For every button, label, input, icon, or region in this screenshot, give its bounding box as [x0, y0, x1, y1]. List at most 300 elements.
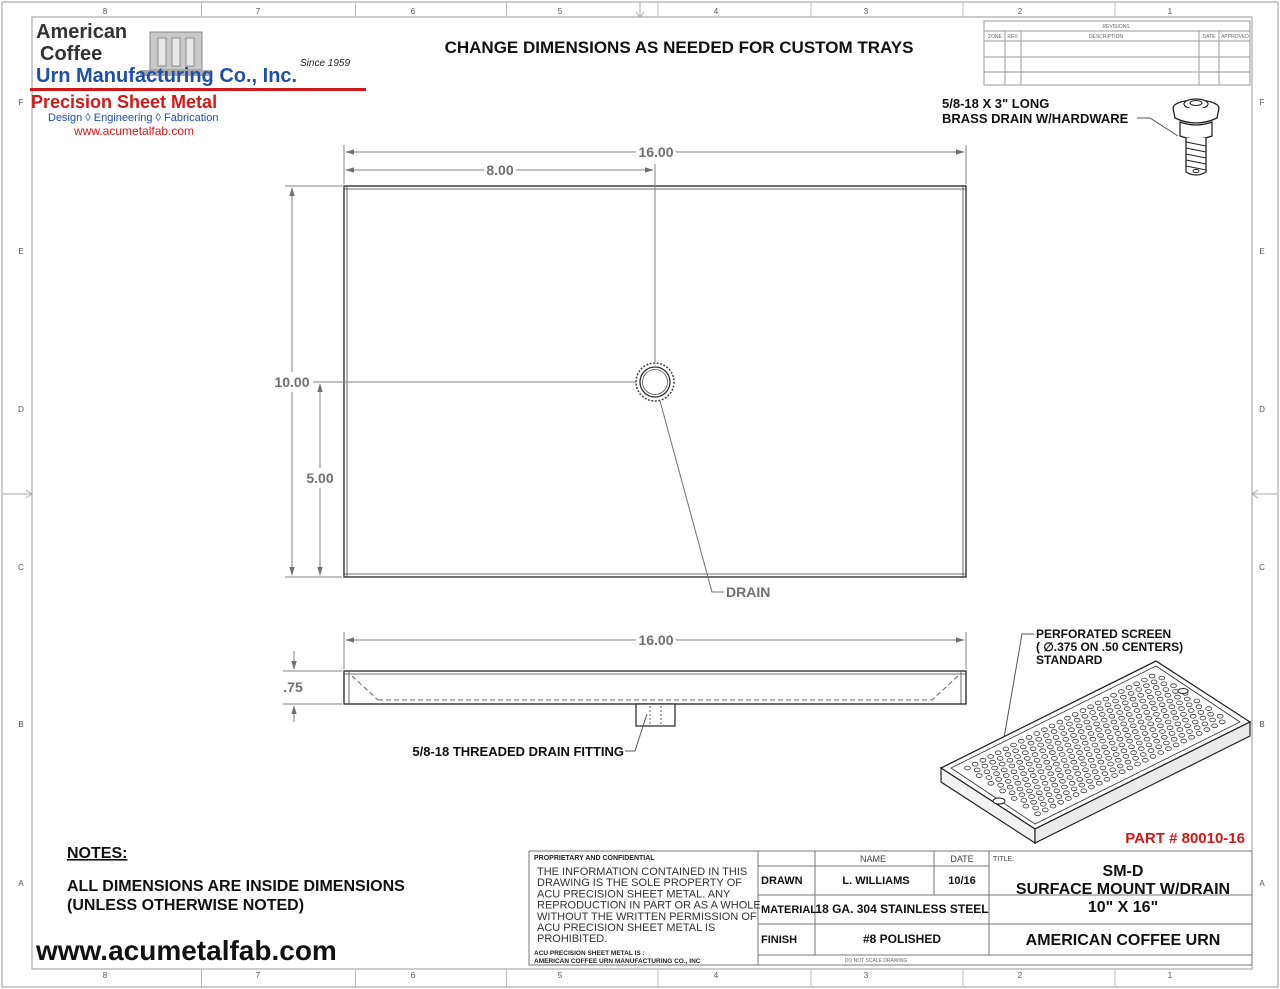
perforation-hole: [1074, 718, 1080, 722]
perforation-hole: [1104, 751, 1110, 755]
notes-line1: ALL DIMENSIONS ARE INSIDE DIMENSIONS: [67, 878, 405, 895]
perforation-hole: [1148, 722, 1154, 726]
screen-drain-hole-rear: [1178, 689, 1188, 694]
perforation-hole: [1181, 712, 1187, 716]
perforation-hole: [1042, 728, 1048, 732]
perforation-hole: [997, 757, 1003, 761]
perforation-hole: [1057, 720, 1063, 724]
company-name: AMERICAN COFFEE URN: [1025, 932, 1221, 949]
top-width-dim: 16.00: [638, 144, 674, 160]
perforation-hole: [1007, 758, 1013, 762]
perforation-hole: [995, 751, 1001, 755]
perforation-hole: [1117, 737, 1123, 741]
perforation-hole: [1161, 682, 1167, 686]
fitting-label: 5/8-18 THREADED DRAIN FITTING: [412, 744, 624, 759]
perforation-hole: [1103, 697, 1109, 701]
grid-col-label-bottom: 8: [102, 971, 108, 980]
perforation-hole: [1196, 732, 1202, 736]
revisions-title: REVISIONS: [1102, 24, 1130, 30]
perforation-hole: [1021, 799, 1027, 803]
perforation-hole: [1096, 755, 1102, 759]
perforation-hole: [1050, 778, 1056, 782]
perforation-hole: [1148, 749, 1154, 753]
title-line3: 10" X 16": [1087, 899, 1159, 916]
perforation-hole: [1048, 772, 1054, 776]
company-line1: ACU PRECISION SHEET METAL IS :: [534, 950, 645, 957]
perforation-hole: [1134, 735, 1140, 739]
perforation-hole: [1079, 783, 1085, 787]
perforation-hole: [1167, 699, 1173, 703]
perforation-hole: [1156, 718, 1162, 722]
perforation-hole: [1058, 800, 1064, 804]
perforation-hole: [1179, 733, 1185, 737]
perforation-hole: [1032, 753, 1038, 757]
perforation-hole: [1036, 737, 1042, 741]
title-header: TITLE:: [993, 856, 1015, 863]
perforation-hole: [1165, 720, 1171, 724]
perforation-hole: [1069, 728, 1075, 732]
perforation-hole: [1049, 724, 1055, 728]
perforation-hole: [1109, 714, 1115, 718]
perforation-hole: [1107, 735, 1113, 739]
perforation-hole: [1171, 711, 1177, 715]
proprietary-line: PROHIBITED.: [537, 933, 608, 946]
perforation-hole: [1175, 695, 1181, 699]
perforation-hole: [1034, 732, 1040, 736]
perforation-hole: [1076, 724, 1082, 728]
perforation-hole: [1073, 766, 1079, 770]
perforation-hole: [1044, 787, 1050, 791]
perforation-hole: [1206, 707, 1212, 711]
perforation-hole: [1163, 688, 1169, 692]
perforation-hole: [1126, 686, 1132, 690]
perforation-hole: [1071, 734, 1077, 738]
perforation-hole: [1013, 749, 1019, 753]
perforation-hole: [1107, 709, 1113, 713]
perforation-hole: [1011, 797, 1017, 801]
grid-row-label-left: F: [18, 98, 24, 107]
logo-tagline: Precision Sheet Metal: [31, 92, 218, 112]
perforation-hole: [1023, 778, 1029, 782]
grid-row-label-left: C: [18, 563, 24, 572]
perforation-hole: [1149, 674, 1155, 678]
perforation-hole: [1080, 709, 1086, 713]
perforation-hole: [1103, 724, 1109, 728]
perforation-hole: [1173, 716, 1179, 720]
side-view: [283, 632, 966, 759]
perforation-hole: [1136, 714, 1142, 718]
perforation-hole: [1163, 714, 1169, 718]
perforation-hole: [1183, 718, 1189, 722]
perforation-hole: [1015, 781, 1021, 785]
perforation-hole: [1181, 739, 1187, 743]
perforation-hole: [1142, 678, 1148, 682]
logo-website: www.acumetalfab.com: [74, 124, 195, 138]
perforation-hole: [1113, 699, 1119, 703]
perforation-hole: [1028, 768, 1034, 772]
perforation-hole: [1050, 751, 1056, 755]
perforation-hole: [1128, 718, 1134, 722]
perforation-hole: [1075, 745, 1081, 749]
grid-col-label-bottom: 3: [863, 971, 869, 980]
perforation-hole: [1131, 751, 1137, 755]
perforation-hole: [1061, 732, 1067, 736]
perforation-hole: [1060, 779, 1066, 783]
perforation-hole: [1044, 760, 1050, 764]
perforation-hole: [1101, 718, 1107, 722]
perforation-hole: [1064, 791, 1070, 795]
perforation-hole: [1025, 783, 1031, 787]
grid-row-label-left: D: [18, 405, 24, 414]
hardware-callout: [942, 96, 1219, 175]
perforation-hole: [1138, 693, 1144, 697]
perforation-hole: [1212, 724, 1218, 728]
center-mark-right: [1252, 490, 1278, 498]
perforation-hole: [1162, 735, 1168, 739]
perforation-hole: [1080, 735, 1086, 739]
perforation-hole: [1031, 800, 1037, 804]
perforation-hole: [1024, 757, 1030, 761]
perforation-hole: [1113, 753, 1119, 757]
perforation-hole: [1073, 793, 1079, 797]
perforation-hole: [1003, 747, 1009, 751]
perforation-hole: [976, 774, 982, 778]
perforation-hole: [1100, 766, 1106, 770]
perforation-hole: [1124, 707, 1130, 711]
perforation-hole: [1097, 707, 1103, 711]
perforation-hole: [1065, 716, 1071, 720]
perforation-hole: [1115, 758, 1121, 762]
perforation-hole: [1005, 753, 1011, 757]
perforation-hole: [1096, 728, 1102, 732]
perforation-hole: [1210, 718, 1216, 722]
perforation-hole: [1146, 743, 1152, 747]
perforation-hole: [1034, 758, 1040, 762]
perforation-hole: [1040, 776, 1046, 780]
perforation-hole: [1062, 785, 1068, 789]
perforation-hole: [1000, 789, 1006, 793]
perforation-hole: [1120, 695, 1126, 699]
perforation-hole: [1084, 747, 1090, 751]
perforation-hole: [1171, 684, 1177, 688]
perforation-hole: [1022, 751, 1028, 755]
perforation-hole: [1029, 795, 1035, 799]
perforation-hole: [1188, 709, 1194, 713]
perforation-hole: [1115, 705, 1121, 709]
perforation-hole: [1026, 762, 1032, 766]
grid-col-label-bottom: 7: [255, 971, 261, 980]
perforation-hole: [1038, 743, 1044, 747]
perforation-hole: [1009, 764, 1015, 768]
perforation-hole: [1117, 711, 1123, 715]
proprietary-line: DRAWING IS THE SOLE PROPERTY OF: [537, 877, 742, 890]
perforation-hole: [1100, 739, 1106, 743]
perforation-hole: [1013, 776, 1019, 780]
perforation-hole: [1144, 737, 1150, 741]
perforation-hole: [1067, 722, 1073, 726]
perforation-hole: [1088, 705, 1094, 709]
perforation-hole: [1113, 726, 1119, 730]
perforation-hole: [1088, 732, 1094, 736]
perforation-hole: [1146, 716, 1152, 720]
top-height-dim: 10.00: [274, 374, 310, 390]
perforation-hole: [1164, 741, 1170, 745]
perforation-hole: [1155, 691, 1161, 695]
perforation-hole: [1196, 705, 1202, 709]
top-view: [274, 144, 966, 600]
title-block: [529, 851, 1252, 965]
logo-line2: Coffee: [40, 43, 103, 65]
header-banner: CHANGE DIMENSIONS AS NEEDED FOR CUSTOM TRAYS: [444, 38, 914, 57]
proprietary-heading: PROPRIETARY AND CONFIDENTIAL: [534, 855, 655, 862]
perforation-hole: [1144, 711, 1150, 715]
perforated-screen-view: [941, 627, 1250, 843]
perforation-hole: [1059, 753, 1065, 757]
perforation-hole: [1190, 714, 1196, 718]
rev-col-zone: ZONE: [988, 34, 1002, 40]
perforation-hole: [1105, 703, 1111, 707]
perforation-hole: [1040, 802, 1046, 806]
perforation-hole: [1219, 720, 1225, 724]
perforation-hole: [1098, 760, 1104, 764]
perforation-hole: [1156, 745, 1162, 749]
perforation-hole: [1046, 766, 1052, 770]
perforation-hole: [1171, 737, 1177, 741]
part-number: PART # 80010-16: [1125, 830, 1245, 847]
grid-col-label-bottom: 5: [557, 971, 563, 980]
side-width-dim: 16.00: [638, 632, 674, 648]
material-value: 18 GA. 304 STAINLESS STEEL: [815, 902, 989, 916]
grid-row-label-left: E: [18, 247, 24, 256]
perforation-hole: [1021, 772, 1027, 776]
perforation-hole: [1075, 772, 1081, 776]
perforation-hole: [1112, 774, 1118, 778]
perforation-hole: [1054, 789, 1060, 793]
perforation-hole: [1198, 711, 1204, 715]
perforation-hole: [1071, 760, 1077, 764]
perforation-hole: [1023, 804, 1029, 808]
perforation-hole: [988, 755, 994, 759]
perforation-hole: [1142, 705, 1148, 709]
proprietary-text: [537, 866, 761, 945]
perforation-hole: [1042, 808, 1048, 812]
perforation-hole: [1173, 743, 1179, 747]
perforation-hole: [1108, 762, 1114, 766]
perforation-hole: [1146, 690, 1152, 694]
perforation-hole: [1077, 778, 1083, 782]
proprietary-line: ACU PRECISION SHEET METAL. ANY: [537, 888, 731, 901]
perforation-hole: [1121, 722, 1127, 726]
perforation-hole: [988, 781, 994, 785]
perforation-hole: [992, 766, 998, 770]
perforation-hole: [990, 760, 996, 764]
perforation-hole: [1089, 785, 1095, 789]
perforation-hole: [1121, 749, 1127, 753]
perforation-hole: [1122, 701, 1128, 705]
perforation-hole: [1165, 693, 1171, 697]
proprietary-line: ACU PRECISION SHEET METAL IS: [537, 922, 716, 934]
perforation-hole: [1056, 795, 1062, 799]
perforation-hole: [1123, 728, 1129, 732]
perforation-hole: [1152, 734, 1158, 738]
rev-col-rev: REV.: [1007, 34, 1019, 40]
footer-website: www.acumetalfab.com: [36, 935, 337, 966]
revisions-table: [984, 21, 1250, 85]
perforation-hole: [1129, 745, 1135, 749]
perforation-hole: [1090, 711, 1096, 715]
perforation-hole: [1096, 781, 1102, 785]
perforation-hole: [1159, 703, 1165, 707]
grid-col-label-bottom: 4: [713, 971, 719, 980]
perforation-hole: [1111, 693, 1117, 697]
logo-line3: Urn Manufacturing Co., Inc.: [36, 65, 298, 87]
perforation-hole: [1200, 716, 1206, 720]
perforation-hole: [1065, 770, 1071, 774]
perforation-hole: [1011, 743, 1017, 747]
grid-col-label-top: 3: [863, 7, 869, 16]
perforation-hole: [1048, 745, 1054, 749]
side-depth-dim: .75: [283, 679, 303, 695]
title-line2: SURFACE MOUNT W/DRAIN: [1015, 881, 1231, 898]
perforation-hole: [1078, 730, 1084, 734]
logo-line1: American: [36, 21, 128, 43]
perforation-hole: [1046, 739, 1052, 743]
perforation-hole: [1123, 755, 1129, 759]
perforation-hole: [1138, 720, 1144, 724]
screen-line2: ( ∅.375 ON .50 CENTERS): [1036, 640, 1184, 654]
drawn-label: DRAWN: [761, 875, 803, 887]
perforation-hole: [1152, 707, 1158, 711]
perforation-hole: [1217, 714, 1223, 718]
perforation-hole: [1003, 774, 1009, 778]
rev-col-approved: APPROVED: [1221, 34, 1249, 40]
perforation-hole: [1189, 735, 1195, 739]
perforation-hole: [1059, 726, 1065, 730]
perforation-hole: [1053, 736, 1059, 740]
perforation-hole: [1115, 732, 1121, 736]
title-line1: SM-D: [1102, 863, 1144, 880]
perforation-hole: [1119, 716, 1125, 720]
perforation-hole: [1036, 764, 1042, 768]
company-logo: [30, 21, 366, 138]
perforation-hole: [1169, 705, 1175, 709]
brass-drain-icon: [1173, 99, 1219, 175]
perforation-hole: [1042, 781, 1048, 785]
perforation-hole: [1204, 728, 1210, 732]
perforation-hole: [1150, 728, 1156, 732]
perforation-hole: [1159, 676, 1165, 680]
perforation-hole: [1038, 770, 1044, 774]
perforation-hole: [1160, 730, 1166, 734]
grid-row-label-right: D: [1259, 405, 1265, 414]
perforation-hole: [1077, 751, 1083, 755]
perforation-hole: [1161, 709, 1167, 713]
perforation-hole: [1058, 774, 1064, 778]
perforation-hole: [1015, 755, 1021, 759]
center-mark-left: [2, 490, 32, 498]
perforation-hole: [1017, 760, 1023, 764]
perforation-hole: [1082, 714, 1088, 718]
material-label: MATERIAL: [761, 904, 818, 916]
perforation-hole: [1079, 756, 1085, 760]
perforation-hole: [974, 768, 980, 772]
notes-line2: (UNLESS OTHERWISE NOTED): [67, 897, 305, 914]
perforation-hole: [1134, 709, 1140, 713]
perforation-hole: [1005, 779, 1011, 783]
perforation-hole: [1094, 776, 1100, 780]
perforation-hole: [1028, 741, 1034, 745]
perforation-hole: [1154, 712, 1160, 716]
perforation-hole: [1026, 736, 1032, 740]
perforation-hole: [982, 764, 988, 768]
perforation-hole: [1177, 728, 1183, 732]
perforation-hole: [1040, 749, 1046, 753]
perforation-hole: [1099, 713, 1105, 717]
perforation-hole: [1138, 747, 1144, 751]
screen-drain-hole: [993, 798, 1005, 804]
perforation-hole: [1126, 713, 1132, 717]
perforation-hole: [1151, 680, 1157, 684]
perforation-hole: [1102, 745, 1108, 749]
perforation-hole: [1067, 776, 1073, 780]
perforation-hole: [965, 766, 971, 770]
perforation-hole: [1177, 701, 1183, 705]
perforation-hole: [1194, 726, 1200, 730]
perforation-hole: [1117, 764, 1123, 768]
perforation-hole: [1038, 797, 1044, 801]
grid-row-label-right: A: [1259, 879, 1265, 888]
perforation-hole: [1192, 720, 1198, 724]
perforation-hole: [1030, 774, 1036, 778]
perforation-hole: [1035, 812, 1041, 816]
center-mark-top: [636, 2, 644, 17]
perforation-hole: [1092, 743, 1098, 747]
perforation-hole: [1082, 741, 1088, 745]
perforation-hole: [1140, 699, 1146, 703]
perforation-hole: [1208, 712, 1214, 716]
perforation-hole: [1027, 789, 1033, 793]
do-not-scale: DO NOT SCALE DRAWING: [844, 958, 908, 964]
perforation-hole: [1184, 697, 1190, 701]
perforation-hole: [1150, 701, 1156, 705]
perforation-hole: [1054, 762, 1060, 766]
perforation-hole: [1202, 722, 1208, 726]
perforation-hole: [1092, 716, 1098, 720]
perforation-hole: [980, 758, 986, 762]
grid-col-label-top: 1: [1167, 7, 1173, 16]
perforation-hole: [1084, 720, 1090, 724]
perforation-hole: [1001, 768, 1007, 772]
perforation-hole: [1034, 785, 1040, 789]
perforation-hole: [1158, 751, 1164, 755]
notes-heading: NOTES:: [67, 845, 128, 862]
perforation-hole: [1167, 726, 1173, 730]
perforation-hole: [1153, 686, 1159, 690]
perforation-hole: [1140, 726, 1146, 730]
perforation-hole: [1069, 755, 1075, 759]
perforation-hole: [1056, 768, 1062, 772]
perforation-hole: [1148, 695, 1154, 699]
perforation-hole: [1090, 737, 1096, 741]
perforation-hole: [1118, 690, 1124, 694]
perforation-hole: [1187, 730, 1193, 734]
perforation-hole: [1011, 770, 1017, 774]
grid-row-label-left: A: [18, 879, 24, 888]
perforation-hole: [1052, 783, 1058, 787]
perforation-hole: [1098, 734, 1104, 738]
grid-col-label-top: 7: [255, 7, 261, 16]
perforation-hole: [994, 772, 1000, 776]
